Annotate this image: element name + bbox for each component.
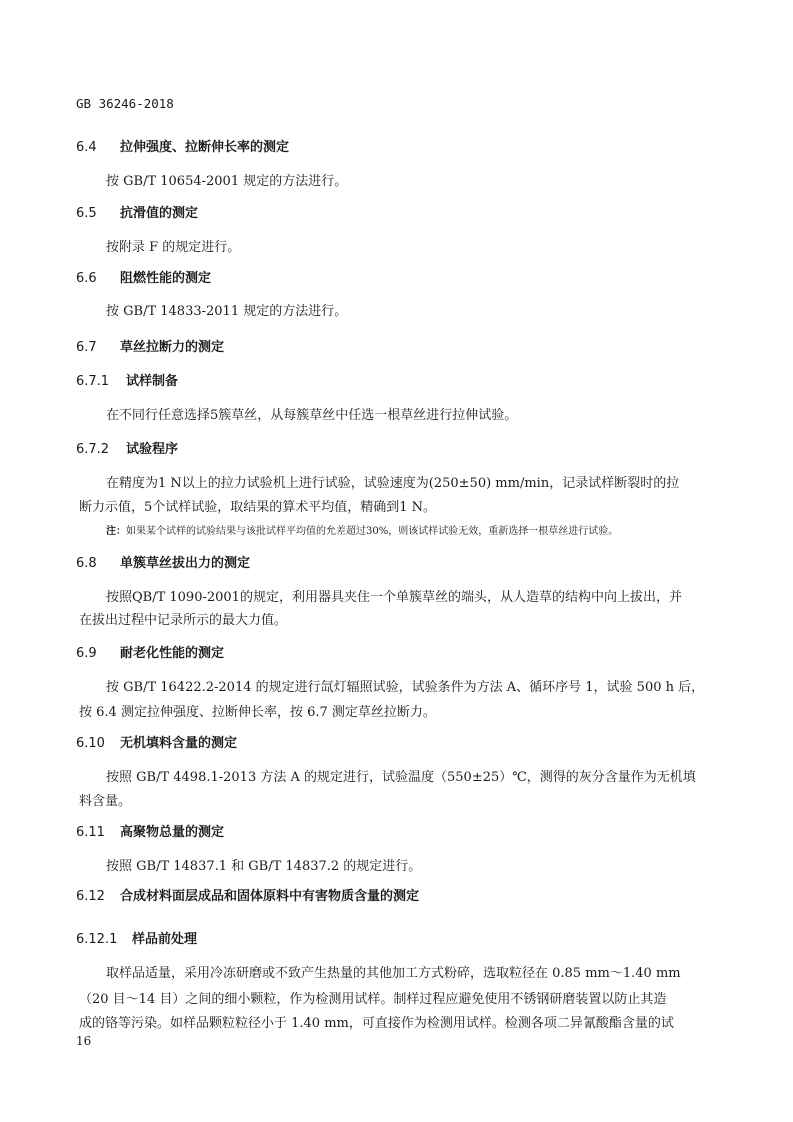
paragraph: 在不同行任意选择5簇草丝，从每簇草丝中任选一根草丝进行拉伸试验。: [106, 408, 518, 423]
section-heading-6-9: [76, 642, 224, 661]
section-title: 试验程序: [126, 442, 179, 457]
section-number: 6.6: [76, 271, 97, 286]
section-title: 草丝拉断力的测定: [120, 340, 225, 355]
paragraph-continuation: 料含量。: [79, 794, 132, 809]
section-title: 无机填料含量的测定: [120, 736, 238, 751]
section-heading-6-7-1: [76, 370, 178, 389]
paragraph: 取样品适量，采用冷冻研磨或不致产生热量的其他加工方式粉碎，选取粒径在 0.85 mm～1.40 mm: [106, 966, 681, 981]
section-heading-6-5: [76, 202, 198, 221]
paragraph: 按附录 F 的规定进行。: [106, 240, 241, 255]
section-title: 样品前处理: [132, 932, 198, 947]
document-header: GB 36246-2018: [76, 96, 174, 111]
note-label: 注：: [106, 526, 126, 537]
section-number: 6.12: [76, 889, 105, 904]
section-title: 合成材料面层成品和固体原料中有害物质含量的测定: [120, 889, 420, 904]
section-number: 6.9: [76, 646, 97, 661]
note: [106, 522, 618, 537]
section-heading-6-7: [76, 336, 224, 355]
section-title: 单簇草丝拔出力的测定: [120, 556, 251, 571]
section-title: 抗滑值的测定: [120, 206, 199, 221]
section-number: 6.7.2: [76, 442, 110, 457]
section-heading-6-7-2: [76, 438, 178, 457]
section-heading-6-11: [76, 821, 224, 840]
section-heading-6-10: [76, 732, 237, 751]
section-title: 试样制备: [126, 374, 179, 389]
note-text: 如果某个试样的试验结果与该批试样平均值的允差超过30%，则该试样试验无效，重新选择一根草丝进行试验。: [126, 526, 619, 537]
paragraph-continuation: 断力示值，5个试样试验，取结果的算术平均值，精确到1 N。: [79, 500, 437, 515]
paragraph-continuation: 按 6.4 测定拉伸强度、拉断伸长率，按 6.7 测定草丝拉断力。: [79, 705, 436, 720]
section-title: 高聚物总量的测定: [120, 825, 225, 840]
paragraph-continuation: 在拔出过程中记录所示的最大力值。: [79, 613, 288, 628]
section-heading-6-6: [76, 267, 211, 286]
section-title: 阻燃性能的测定: [120, 271, 212, 286]
section-number: 6.8: [76, 556, 97, 571]
section-heading-6-12-1: [76, 928, 197, 947]
section-number: 6.11: [76, 825, 105, 840]
section-title: 耐老化性能的测定: [120, 646, 225, 661]
section-number: 6.4: [76, 140, 97, 155]
section-number: 6.5: [76, 206, 97, 221]
paragraph-continuation: 成的铬等污染。如样品颗粒粒径小于 1.40 mm，可直接作为检测用试样。检测各项二异氰酸酯含量的试: [79, 1016, 674, 1031]
section-number: 6.7: [76, 340, 97, 355]
paragraph: 按 GB/T 16422.2-2014 的规定进行氙灯辐照试验，试验条件为方法 A、循环序号 1，试验 500 h 后，: [106, 680, 705, 695]
paragraph: 按 GB/T 14833-2011 规定的方法进行。: [106, 304, 348, 319]
section-heading-6-4: [76, 136, 289, 155]
paragraph: 按照 GB/T 4498.1-2013 方法 A 的规定进行，试验温度（550±25）℃，测得的灰分含量作为无机填: [106, 770, 696, 785]
section-heading-6-8: [76, 552, 250, 571]
paragraph-continuation: （20 目～14 目）之间的细小颗粒，作为检测用试样。制样过程应避免使用不锈钢研磨装置以防止其造: [79, 992, 667, 1007]
page-number: 16: [76, 1034, 92, 1048]
section-title: 拉伸强度、拉断伸长率的测定: [120, 140, 290, 155]
paragraph: 在精度为1 N以上的拉力试验机上进行试验，试验速度为(250±50) mm/min，记录试样断裂时的拉: [106, 476, 680, 491]
section-number: 6.10: [76, 736, 105, 751]
paragraph: 按 GB/T 10654-2001 规定的方法进行。: [106, 174, 348, 189]
section-number: 6.7.1: [76, 374, 110, 389]
paragraph: 按照QB/T 1090-2001的规定，利用器具夹住一个单簇草丝的端头，从人造草的结构中向上拔出，并: [106, 590, 682, 605]
section-heading-6-12: [76, 885, 419, 904]
paragraph: 按照 GB/T 14837.1 和 GB/T 14837.2 的规定进行。: [106, 859, 422, 874]
section-number: 6.12.1: [76, 932, 118, 947]
